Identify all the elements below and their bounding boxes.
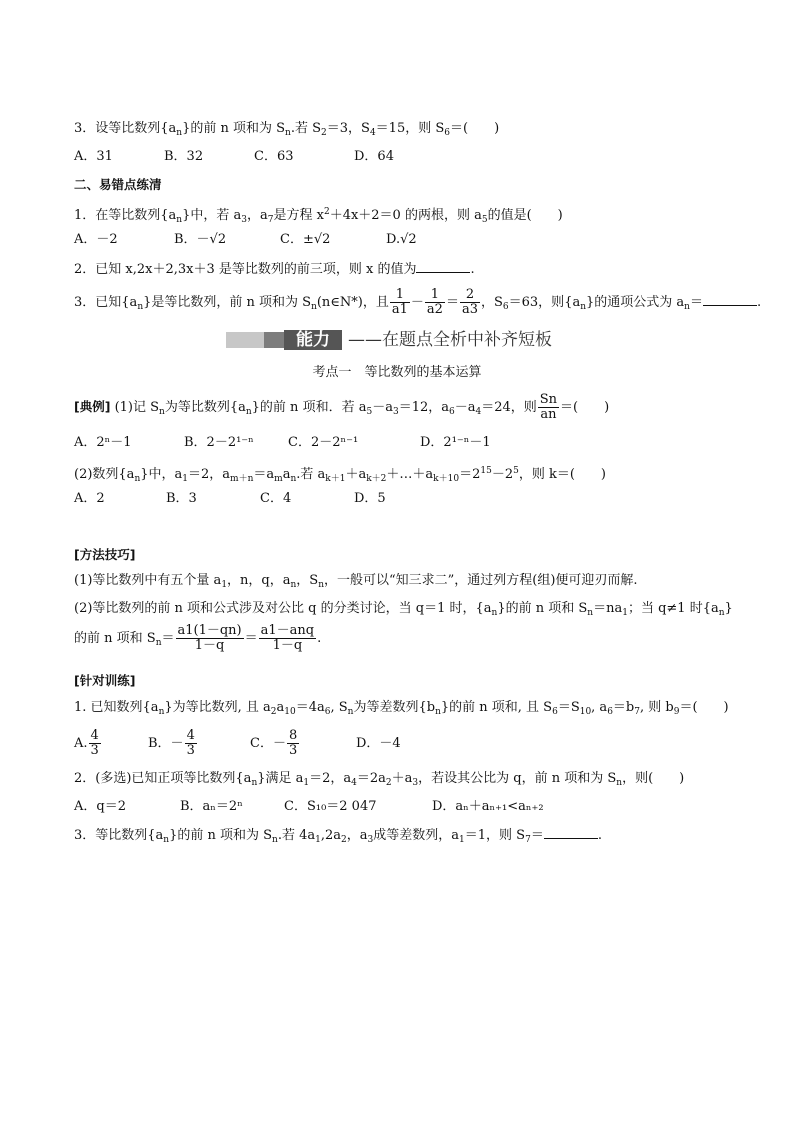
method-point-1: (1)等比数列中有五个量 $a_1$，n，q，$a_n$，$S_n$，一般可以“知三求二”，通过列方程(组)便可迎刃而解. (74, 573, 638, 590)
option-b: B．－ $\frac{4}{3}$ (148, 728, 195, 758)
option-a: A．2ⁿ－1 (74, 435, 132, 450)
banner-bar-light (226, 332, 264, 348)
banner-tagline: ——在题点全析中补齐短板 (348, 330, 552, 350)
example-2-stem: (2)数列$\{a_n\}$中，$a_1=2$，$a_{m+n}=a_ma_n$.若 $a_{k+1}+a_{k+2}+\dots+a_{k+10}=2^{15}-2^5$，则 k＝( ) (74, 466, 606, 484)
option-c: C．±√2 (280, 232, 331, 247)
error-question-1-options (74, 231, 674, 249)
option-c: C．－ $\frac{8}{3}$ (250, 728, 298, 758)
error-question-3-stem: 3．已知$\{a_n\}$是等比数列，前 n 项和为 $S_n(n\in N*)$，且 $\frac{1}{a1}$ － $\frac{1}{a2}$ ＝ $\frac{2}{a3}$ ，$S_6=63$，则$\{a_n\}$的通项公式为 $a_n=$ . (74, 287, 762, 317)
example-1-options (74, 434, 674, 452)
question-3-stem: 3．设等比数列$\{a_n\}$的前 n 项和为 $S_n$.若 $S_2=3$，$S_4=15$，则 $S_6=$( ) (74, 121, 500, 138)
answer-blank (416, 260, 470, 273)
method-point-2: (2)等比数列的前 n 项和公式涉及对公比 q 的分类讨论，当 q＝1 时，$\{a_n\}$的前 n 项和 $S_n=na_1$；当 q≠1 时$\{a_n\}$ (74, 601, 733, 618)
answer-blank (544, 826, 598, 839)
option-d: D．－4 (356, 736, 401, 751)
fraction: $\frac{2}{a3}$ (461, 287, 478, 317)
training-3-stem: 3．等比数列$\{a_n\}$的前 n 项和为 $S_n$.若 $4a_1,2a_2$，$a_3$成等差数列，$a_1=1$，则 $S_7=$ . (74, 828, 602, 845)
option-b: B．－√2 (174, 232, 227, 247)
option-a: A. $\frac{4}{3}$ (74, 728, 99, 758)
option-d: D．aₙ＋aₙ₊₁<aₙ₊₂ (432, 799, 544, 814)
example-1-stem: [典例] (1)记 $S_n$为等比数列$\{a_n\}$的前 n 项和．若 $a_5-a_3=12$，$a_6-a_4=24$，则 $\frac{Sn}{an}$ ＝( ) (74, 392, 610, 422)
section-heading: 二、易错点练清 (74, 177, 162, 192)
option-c: C．63 (254, 149, 294, 164)
option-d: D．5 (354, 491, 386, 506)
training-2-options (74, 798, 714, 816)
training-2-stem: 2．(多选)已知正项等比数列$\{a_n\}$满足 $a_1=2$，$a_4=2a_2+a_3$，若设其公比为 q，前 n 项和为 $S_n$，则( ) (74, 771, 685, 788)
topic-title: 考点一 等比数列的基本运算 (312, 365, 482, 380)
option-d: D．2¹⁻ⁿ－1 (420, 435, 491, 450)
example-2-options (74, 490, 674, 508)
banner-label: 能力 (284, 330, 342, 350)
option-b: B．32 (164, 149, 204, 164)
section-banner (226, 328, 566, 352)
training-heading: [针对训练] (74, 673, 136, 688)
fraction: $\frac{1}{a1}$ (391, 287, 408, 317)
answer-blank (703, 293, 757, 306)
method-point-2-formula: 的前 n 项和 $S_n=$ $\frac{a1(1-qn)}{1-q}$ ＝ $\frac{\text{a1－anq}}{1-q}$ . (74, 623, 322, 653)
fraction: $\frac{a1(1-qn)}{1-q}$ (177, 623, 242, 653)
fraction: $\frac{\text{a1－anq}}{1-q}$ (260, 623, 315, 653)
method-heading: [方法技巧] (74, 547, 136, 562)
option-a: A．2 (74, 491, 105, 506)
error-question-1-stem: 1．在等比数列$\{a_n\}$中，若 $a_3$，$a_7$是方程 $x^2+4x+2=0$ 的两根，则 $a_5$的值是( ) (74, 207, 563, 225)
option-c: C．4 (260, 491, 292, 506)
option-b: B．aₙ＝2ⁿ (180, 799, 243, 814)
option-b: B．3 (166, 491, 197, 506)
option-a: A．31 (74, 149, 113, 164)
question-3-options (74, 148, 674, 166)
fraction: $\frac{1}{a2}$ (426, 287, 443, 317)
option-a: A．－2 (74, 232, 118, 247)
option-b: B．2－2¹⁻ⁿ (184, 435, 254, 450)
fraction: $\frac{Sn}{an}$ (539, 392, 558, 422)
option-d: D.√2 (386, 232, 417, 247)
training-1-options (74, 726, 674, 762)
option-c: C．S₁₀＝2 047 (284, 799, 377, 814)
error-question-2-stem: 2．已知 x,2x＋2,3x＋3 是等比数列的前三项，则 x 的值为 . (74, 262, 475, 277)
training-1-stem: 1. 已知数列$\{a_n\}$为等比数列, 且 $a_2a_{10}=4a_6$, $S_n$为等差数列$\{b_n\}$的前 n 项和, 且 $S_6=S_{10}$, $a_6=b_7$, 则 $b_9=$( ) (74, 700, 729, 717)
option-d: D．64 (354, 149, 394, 164)
option-a: A．q＝2 (74, 799, 126, 814)
option-c: C．2－2ⁿ⁻¹ (288, 435, 359, 450)
